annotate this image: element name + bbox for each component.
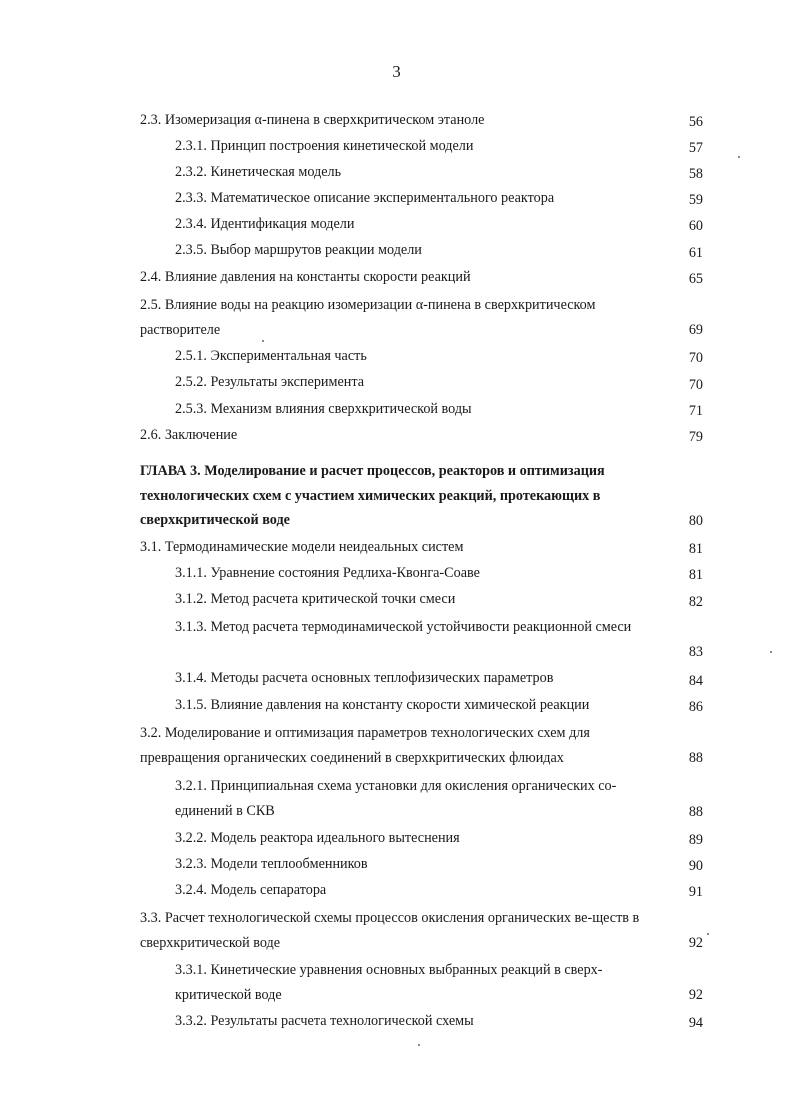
toc-entry-page: 56 bbox=[688, 113, 703, 130]
toc-entry-title: 3.2.1. Принципиальная схема установки для окисления органических со-единений в СКВ bbox=[175, 778, 617, 819]
toc-entry-title: 3.3. Расчет технологической схемы процессов окисления органических ве-ществ в сверхкритической воде bbox=[140, 910, 640, 951]
toc-entry-title: 2.6. Заключение bbox=[140, 427, 238, 443]
scan-speck bbox=[262, 340, 264, 342]
toc-entry bbox=[0, 212, 793, 238]
toc-entry-title: 2.5.1. Экспериментальная часть bbox=[175, 348, 367, 364]
toc-entry-title: 3.1.2. Метод расчета критической точки смеси bbox=[175, 591, 456, 607]
toc-entry-title: 2.4. Влияние давления на константы скорости реакций bbox=[140, 269, 471, 285]
toc-entry-page: 82 bbox=[688, 593, 703, 610]
toc-entry-title: ГЛАВА 3. Моделирование и расчет процессов, реакторов и оптимизация технологических схем с участием химических реакций, протекающих в сверхкритической воде bbox=[140, 463, 605, 528]
scan-speck bbox=[418, 1044, 420, 1046]
toc-entry bbox=[0, 293, 793, 342]
toc-entry-page: 80 bbox=[688, 512, 703, 529]
toc-entry-page: 88 bbox=[688, 803, 703, 820]
toc-entry-page: 69 bbox=[688, 321, 703, 338]
toc-entry-page: 90 bbox=[688, 857, 703, 874]
toc-entry-page: 91 bbox=[688, 883, 703, 900]
toc-entry bbox=[0, 826, 793, 852]
toc-entry bbox=[0, 160, 793, 186]
toc-entry bbox=[0, 721, 793, 770]
toc-entry bbox=[0, 238, 793, 265]
toc-entry-page: 79 bbox=[688, 428, 703, 445]
toc-entry bbox=[0, 561, 793, 587]
toc-entry-page: 81 bbox=[688, 566, 703, 583]
scan-speck bbox=[770, 651, 772, 653]
toc-entry-page: 70 bbox=[688, 349, 703, 366]
toc-entry-title: 2.3.2. Кинетическая модель bbox=[175, 164, 342, 180]
toc-entry-title: 2.3.1. Принцип построения кинетической модели bbox=[175, 138, 474, 154]
toc-entry bbox=[0, 906, 793, 955]
toc-entry-page: 81 bbox=[688, 540, 703, 557]
toc-entry-page: 58 bbox=[688, 165, 703, 182]
toc-entry-page: 65 bbox=[688, 270, 703, 287]
toc-entry-title: 3.1.5. Влияние давления на константу скорости химической реакции bbox=[175, 697, 590, 713]
toc-entry-title: 3.3.1. Кинетические уравнения основных выбранных реакций в сверх-критической воде bbox=[175, 962, 603, 1003]
toc-entry-page: 60 bbox=[688, 217, 703, 234]
toc-entry bbox=[0, 774, 793, 824]
toc-entry-title: 3.3.2. Результаты расчета технологической схемы bbox=[175, 1013, 474, 1029]
toc-entry-page: 70 bbox=[688, 376, 703, 393]
toc-entry bbox=[0, 423, 793, 449]
toc-entry-page: 88 bbox=[688, 749, 703, 766]
toc-entry-title: 3.1.3. Метод расчета термодинамической устойчивости реакционной смеси bbox=[175, 619, 632, 635]
toc-entry bbox=[0, 958, 793, 1007]
toc-entry bbox=[0, 693, 793, 719]
toc-entry bbox=[0, 108, 793, 134]
toc-entry-page: 57 bbox=[688, 139, 703, 156]
toc-entry-page: 92 bbox=[688, 934, 703, 951]
toc-entry bbox=[0, 370, 793, 397]
toc-entry bbox=[0, 344, 793, 370]
toc-entry bbox=[0, 186, 793, 212]
toc-entry-page: 84 bbox=[688, 672, 703, 689]
toc-entry-page: 71 bbox=[688, 402, 703, 419]
toc-entry bbox=[0, 852, 793, 878]
toc-entry bbox=[0, 265, 793, 291]
toc-entry bbox=[0, 1009, 793, 1035]
toc-entry-title: 2.5.2. Результаты эксперимента bbox=[175, 374, 365, 390]
toc-entry-title: 2.3.3. Математическое описание экспериментального реактора bbox=[175, 190, 555, 206]
table-of-contents bbox=[0, 108, 793, 1035]
scan-speck bbox=[738, 156, 740, 158]
toc-entry-title: 3.2.3. Модели теплообменников bbox=[175, 856, 368, 872]
toc-entry-title: 2.3.4. Идентификация модели bbox=[175, 216, 355, 232]
toc-entry-page: 61 bbox=[688, 244, 703, 261]
scan-speck bbox=[707, 933, 709, 935]
toc-entry-title: 2.5. Влияние воды на реакцию изомеризации α-пинена в сверхкритическом растворителе bbox=[140, 297, 596, 338]
toc-entry-title: 2.5.3. Механизм влияния сверхкритической воды bbox=[175, 401, 472, 417]
toc-chapter-entry bbox=[0, 459, 793, 533]
toc-entry bbox=[0, 615, 793, 664]
page-number: 3 bbox=[392, 62, 401, 81]
toc-entry-page: 94 bbox=[688, 1014, 703, 1031]
toc-entry-title: 3.1.1. Уравнение состояния Редлиха-Квонга-Соаве bbox=[175, 565, 480, 581]
toc-entry bbox=[0, 878, 793, 904]
toc-entry bbox=[0, 587, 793, 614]
toc-entry-title: 3.1.4. Методы расчета основных теплофизических параметров bbox=[175, 670, 554, 686]
toc-entry-page: 83 bbox=[688, 643, 703, 660]
toc-entry-page: 59 bbox=[688, 191, 703, 208]
toc-entry-page: 86 bbox=[688, 698, 703, 715]
toc-entry bbox=[0, 666, 793, 693]
toc-entry bbox=[0, 535, 793, 561]
toc-entry-title: 3.2.2. Модель реактора идеального вытеснения bbox=[175, 830, 460, 846]
toc-entry-title: 3.2.4. Модель сепаратора bbox=[175, 882, 327, 898]
toc-entry-title: 3.1. Термодинамические модели неидеальных систем bbox=[140, 539, 464, 555]
toc-entry-page: 89 bbox=[688, 831, 703, 848]
toc-entry-title: 3.2. Моделирование и оптимизация параметров технологических схем для превращения органических соединений в сверхкритических флюидах bbox=[140, 725, 590, 766]
toc-entry-page: 92 bbox=[688, 986, 703, 1003]
toc-entry bbox=[0, 134, 793, 160]
toc-entry-title: 2.3.5. Выбор маршрутов реакции модели bbox=[175, 242, 422, 258]
toc-entry bbox=[0, 397, 793, 423]
toc-entry-title: 2.3. Изомеризация α-пинена в сверхкритическом этаноле bbox=[140, 112, 485, 128]
